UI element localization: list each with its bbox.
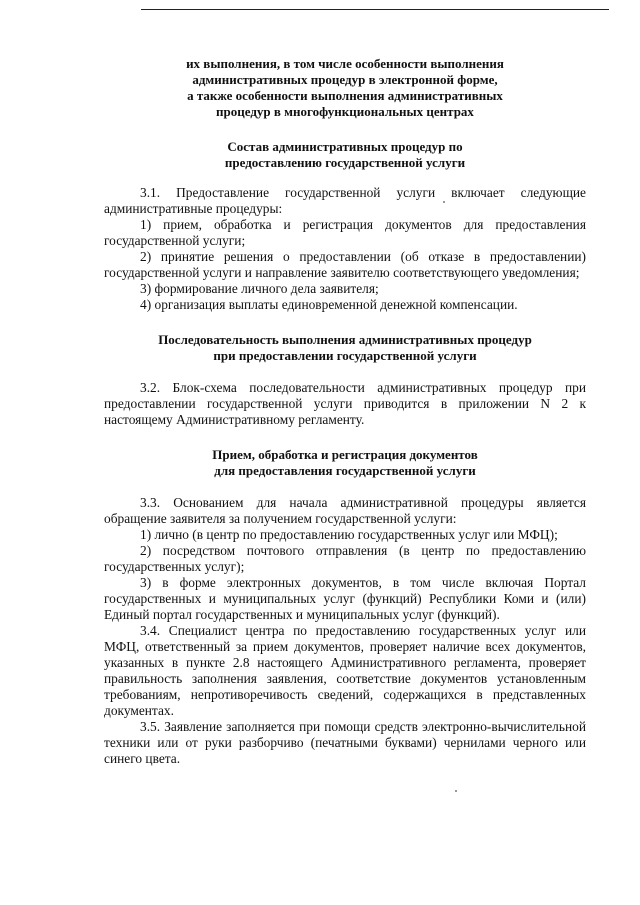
section-heading-composition <box>104 139 586 171</box>
section-heading-sequence <box>104 332 586 364</box>
paragraph-3-2: 3.2. Блок-схема последовательности административных процедур при предоставлении государственной услуги приводится в приложении N 2 к настоящему Административному регламенту. <box>104 380 586 427</box>
list-item: 3) в форме электронных документов, в том числе включая Портал государственных и муниципальных услуг (функций) Республики Коми и (или) Единый портал государственных и муниципальных услуг (функций). <box>104 575 586 622</box>
heading-line: для предоставления государственной услуги <box>214 463 476 478</box>
paragraph-3-1: 3.1. Предоставление государственной услуги включает следующие административные процедуры: <box>104 185 586 216</box>
list-item: 3) формирование личного дела заявителя; <box>140 281 379 296</box>
heading-line: их выполнения, в том числе особенности выполнения <box>186 56 504 71</box>
section-heading-procedures-features <box>104 56 586 120</box>
section-body-reception <box>104 495 586 767</box>
heading-line: предоставлению государственной услуги <box>224 155 466 170</box>
section-body-composition <box>104 185 586 313</box>
paragraph-3-3: 3.3. Основанием для начала административной процедуры является обращение заявителя за получением государственной услуги: <box>104 495 586 526</box>
page-top-border <box>141 9 609 10</box>
list-item: 1) лично (в центр по предоставлению государственных услуг или МФЦ); <box>140 527 558 542</box>
list-item: 4) организация выплаты единовременной денежной компенсации. <box>140 297 518 312</box>
list-item: 2) посредством почтового отправления (в центр по предоставлению государственных услуг); <box>104 543 586 574</box>
list-item: 1) прием, обработка и регистрация документов для предоставления государственной услуги; <box>104 217 586 248</box>
heading-line: административных процедур в электронной форме, <box>192 72 498 87</box>
document-page <box>104 56 586 767</box>
list-item: 2) принятие решения о предоставлении (об отказе в предоставлении) государственной услуги и направление заявителю соответствующего уведомления; <box>104 249 586 280</box>
heading-line: Прием, обработка и регистрация документов <box>212 447 478 462</box>
heading-line: Состав административных процедур по <box>227 139 463 154</box>
heading-line: процедур в многофункциональных центрах <box>216 104 474 119</box>
heading-line: а также особенности выполнения административных <box>187 88 503 103</box>
heading-line: Последовательность выполнения административных процедур <box>158 332 532 347</box>
paragraph-3-5: 3.5. Заявление заполняется при помощи средств электронно-вычислительной техники или от руки разборчиво (печатными буквами) чернилами черного или синего цвета. <box>104 719 586 766</box>
section-body-sequence <box>104 380 586 428</box>
heading-line: при предоставлении государственной услуги <box>213 348 477 363</box>
scan-speck <box>455 790 457 792</box>
section-heading-reception <box>104 447 586 479</box>
paragraph-3-4: 3.4. Специалист центра по предоставлению государственных услуг или МФЦ, ответственный за прием документов, проверяет наличие всех документов, указанных в пункте 2.8 настоящего Административного регламента, проверяет правильность заполнения заявления, соответствие документов установленным требованиям, непротиворечивость сведений, содержащихся в представленных документах. <box>104 623 586 718</box>
